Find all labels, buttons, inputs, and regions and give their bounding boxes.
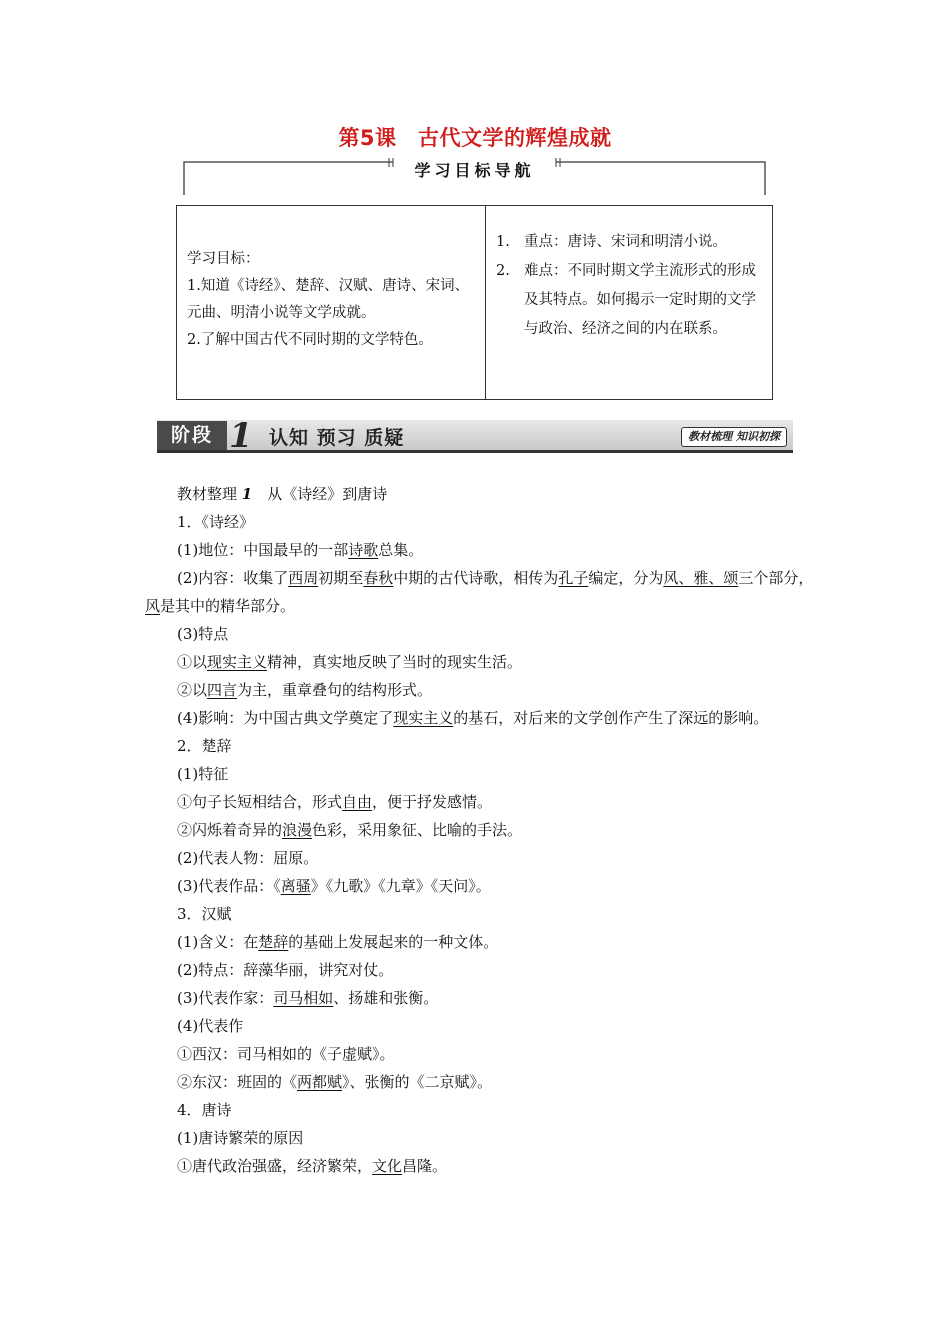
paragraph: (1)特征 [177, 765, 229, 783]
paragraph: ①以现实主义精神，真实地反映了当时的现实生活。 [177, 653, 523, 671]
stage-number: 1 [229, 416, 253, 456]
key-point-number: 1. [496, 234, 510, 250]
paragraph: (2)特点：辞藻华丽，讲究对仗。 [177, 961, 394, 979]
paragraph: (4)代表作 [177, 1017, 244, 1035]
difficult-point [496, 257, 762, 344]
difficult-point-text: 难点：不同时期文学主流形式的形成及其特点。如何揭示一定时期的文学与政治、经济之间的内在联系。 [524, 263, 756, 337]
paragraph: (4)影响：为中国古典文学奠定了现实主义的基石，对后来的文学创作产生了深远的影响。 [177, 709, 769, 727]
paragraph: (3)代表作家：司马相如、扬雄和张衡。 [177, 989, 439, 1007]
paragraph: ②东汉：班固的《两都赋》、张衡的《二京赋》。 [177, 1073, 493, 1091]
paragraph: (2)代表人物：屈原。 [177, 849, 319, 867]
section-intro: 教材整理 1 从《诗经》到唐诗 [177, 485, 388, 503]
stage-label: 阶段 [157, 421, 227, 450]
paragraph: ②闪烁着奇异的浪漫色彩，采用象征、比喻的手法。 [177, 821, 523, 839]
goals-left-cell [177, 206, 486, 399]
paragraph: ①唐代政治强盛，经济繁荣，文化昌隆。 [177, 1157, 448, 1175]
nav-label: 学习目标导航 [414, 161, 535, 180]
section-3-title: 3．汉赋 [177, 905, 232, 923]
key-point [496, 228, 762, 257]
key-point-text: 重点：唐诗、宋词和明清小说。 [524, 234, 727, 250]
paragraph: (2)内容：收集了西周初期至春秋中期的古代诗歌，相传为孔子编定，分为风、雅、颂三个部分，风是其中的精华部分。 [145, 569, 814, 615]
goals-right-cell [486, 206, 772, 399]
paragraph: (1)含义：在楚辞的基础上发展起来的一种文体。 [177, 933, 499, 951]
paragraph: (1)唐诗繁荣的原因 [177, 1129, 304, 1147]
section-4-title: 4．唐诗 [177, 1101, 232, 1119]
stage-tag: 教材梳理 知识初探 [681, 427, 787, 447]
learning-goal-nav-header [183, 158, 766, 196]
goals-table [176, 205, 773, 400]
goal-item-2: 2.了解中国古代不同时期的文学特色。 [187, 332, 433, 348]
paragraph: ①句子长短相结合，形式自由，便于抒发感情。 [177, 793, 493, 811]
lesson-title: 第5课 古代文学的辉煌成就 [338, 126, 612, 150]
stage-banner [157, 416, 793, 456]
section-1-title: 1．《诗经》 [177, 513, 255, 531]
paragraph: ①西汉：司马相如的《子虚赋》。 [177, 1045, 395, 1063]
difficult-point-number: 2. [496, 263, 510, 279]
section-2-title: 2．楚辞 [177, 737, 232, 755]
paragraph: ②以四言为主，重章叠句的结构形式。 [177, 681, 433, 699]
paragraph: (3)代表作品：《离骚》《九歌》《九章》《天问》。 [177, 877, 491, 895]
goals-heading: 学习目标： [187, 251, 260, 267]
stage-heading: 认知 预习 质疑 [269, 427, 405, 449]
paragraph: (1)地位：中国最早的一部诗歌总集。 [177, 541, 424, 559]
paragraph: (3)特点 [177, 625, 229, 643]
goal-item-1: 1.知道《诗经》、楚辞、汉赋、唐诗、宋词、元曲、明清小说等文学成就。 [187, 278, 470, 321]
lesson-content [145, 480, 815, 1180]
